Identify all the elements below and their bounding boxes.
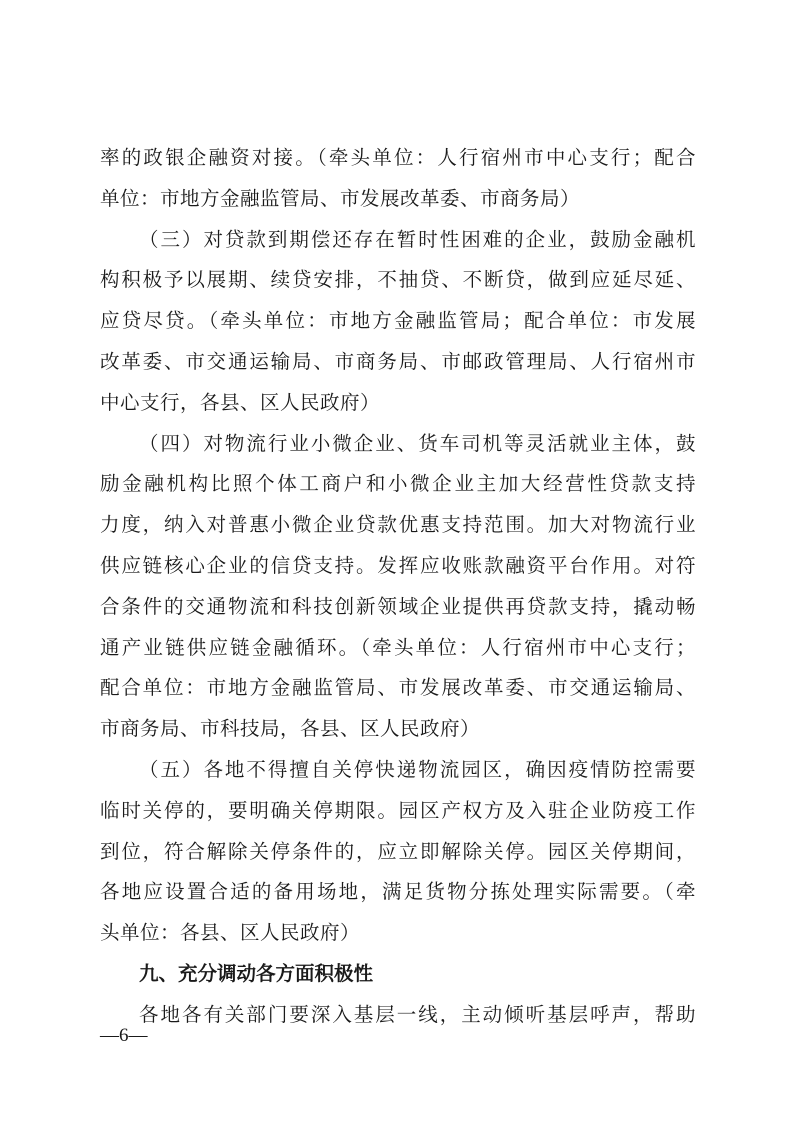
section-heading: 九、充分调动各方面积极性 [139, 961, 374, 985]
page-number: —6— [100, 1025, 148, 1046]
text-line: 中心支行，各县、区人民政府） [100, 390, 381, 414]
paragraph-start-9: 各地各有关部门要深入基层一线，主动倾听基层呼声，帮助 [139, 1002, 696, 1026]
text-line: 改革委、市交通运输局、市商务局、市邮政管理局、人行宿州市 [100, 349, 696, 373]
text-line: 头单位：各县、区人民政府） [100, 921, 361, 945]
text-line: 力度，纳入对普惠小微企业贷款优惠支持范围。加大对物流行业 [100, 513, 696, 537]
text-line: 构积极予以展期、续贷安排，不抽贷、不断贷，做到应延尽延、 [100, 268, 696, 292]
body-text [100, 138, 696, 1036]
text-line: 临时关停的，要明确关停期限。园区产权方及入驻企业防疫工作 [100, 798, 696, 822]
text-line: 励金融机构比照个体工商户和小微企业主加大经营性贷款支持 [100, 472, 696, 496]
text-line: 通产业链供应链金融循环。（牵头单位：人行宿州市中心支行； [100, 635, 696, 659]
text-line: 合条件的交通物流和科技创新领域企业提供再贷款支持，撬动畅 [100, 594, 696, 618]
text-line: 配合单位：市地方金融监管局、市发展改革委、市交通运输局、 [100, 676, 696, 700]
paragraph-start-3: （三）对贷款到期偿还存在暂时性困难的企业，鼓励金融机 [139, 227, 696, 251]
paragraph-start-5: （五）各地不得擅自关停快递物流园区，确因疫情防控需要 [139, 757, 696, 781]
text-line: 供应链核心企业的信贷支持。发挥应收账款融资平台作用。对符 [100, 553, 696, 577]
text-line: 各地应设置合适的备用场地，满足货物分拣处理实际需要。（牵 [100, 880, 696, 904]
paragraph-start-4: （四）对物流行业小微企业、货车司机等灵活就业主体，鼓 [139, 431, 696, 455]
text-line: 市商务局、市科技局，各县、区人民政府） [100, 717, 481, 741]
text-line: 到位，符合解除关停条件的，应立即解除关停。园区关停期间， [100, 839, 696, 863]
text-line: 应贷尽贷。（牵头单位：市地方金融监管局；配合单位：市发展 [100, 309, 696, 333]
text-line: 单位：市地方金融监管局、市发展改革委、市商务局） [100, 186, 581, 210]
text-line: 率的政银企融资对接。（牵头单位：人行宿州市中心支行；配合 [100, 146, 696, 169]
